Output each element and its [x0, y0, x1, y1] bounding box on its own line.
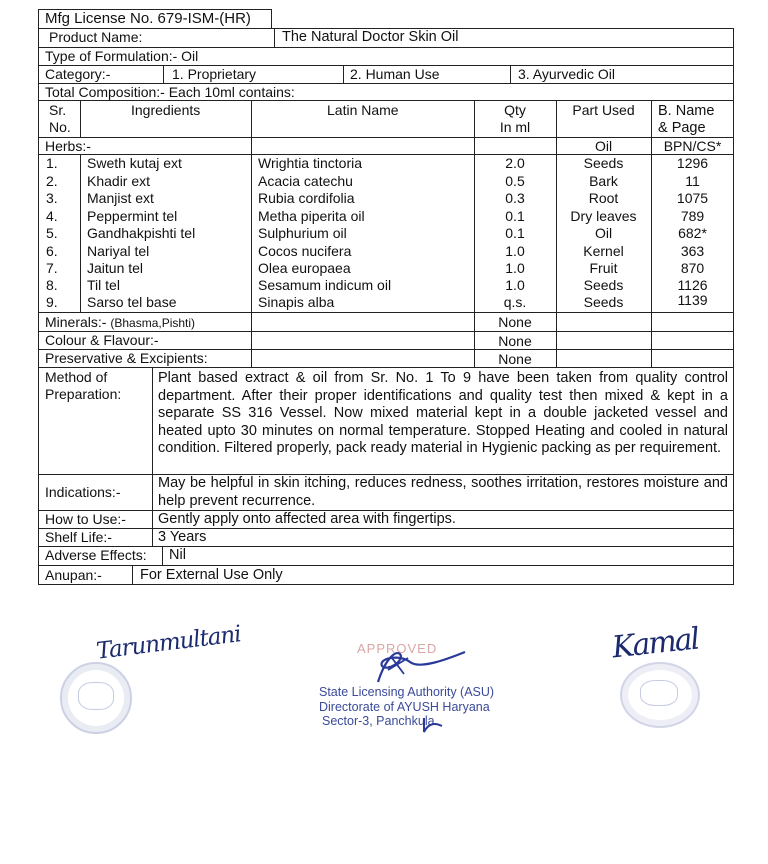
right-signature: Kamal [610, 621, 700, 666]
approval-line-2: Directorate of AYUSH Haryana [319, 700, 490, 714]
herb-qty: 0.5 [505, 173, 525, 189]
adverse-effects-text: Nil [169, 547, 186, 563]
herb-ingredient: Gandhakpishti tel [87, 225, 196, 241]
left-signature: Tarunmultani [94, 621, 243, 665]
herb-latin-name: Olea europaea [258, 260, 351, 276]
herbs-part-header: Oil [594, 138, 613, 154]
herb-part-used: Kernel [583, 243, 624, 259]
approval-line-1: State Licensing Authority (ASU) [319, 685, 495, 699]
minerals-value: None [498, 314, 532, 330]
how-to-use-text: Gently apply onto affected area with fingertips. [158, 511, 456, 527]
herb-sr: 3. [46, 190, 58, 206]
herb-qty: 0.1 [505, 208, 525, 224]
herb-qty: q.s. [503, 294, 527, 310]
col-qty-unit: In ml [499, 119, 531, 135]
preservative-value: None [498, 351, 532, 367]
herb-qty: 2.0 [505, 155, 525, 171]
herb-latin-name: Sesamum indicum oil [258, 277, 392, 293]
herb-qty: 1.0 [505, 243, 525, 259]
herb-part-used: Seeds [583, 294, 624, 310]
category-ayurvedic-oil: 3. Ayurvedic Oil [518, 66, 616, 82]
product-name-label: Product Name: [49, 29, 143, 45]
herb-ingredient: Sarso tel base [87, 294, 177, 310]
herb-part-used: Oil [594, 225, 613, 241]
col-ingredients: Ingredients [131, 102, 201, 118]
herb-qty: 1.0 [505, 277, 525, 293]
herb-sr: 9. [46, 294, 58, 310]
left-seal-inner [78, 682, 114, 710]
col-sr: Sr. [49, 102, 67, 118]
how-to-use-label: How to Use:- [45, 511, 126, 527]
herb-qty: 0.3 [505, 190, 525, 206]
herb-sr: 1. [46, 155, 58, 171]
minerals-sub: (Bhasma,Pishti) [110, 316, 196, 330]
colour-flavour-value: None [498, 333, 532, 349]
herb-page: 1075 [676, 190, 709, 206]
formulation-type: Type of Formulation:- Oil [45, 48, 199, 64]
approval-line-3: Sector-3, Panchkula [322, 714, 435, 728]
herbs-bpn-header: BPN/CS* [663, 138, 722, 154]
col-part-used: Part Used [572, 102, 635, 118]
indications-label: Indications:- [45, 484, 121, 500]
license-number: Mfg License No. 679-ISM-(HR) [45, 10, 251, 27]
minerals-label-text: Minerals:- [45, 314, 107, 330]
herb-latin-name: Metha piperita oil [258, 208, 365, 224]
shelf-life-label: Shelf Life:- [45, 529, 112, 545]
minerals-label [45, 314, 195, 332]
approval-initial-mark [418, 714, 448, 736]
herb-page: 789 [680, 208, 705, 224]
right-seal-inner [640, 680, 678, 706]
indications-text: May be helpful in skin itching, reduces redness, soothes irritation, restores moisture and help prevent recurrence. [158, 475, 728, 509]
preservative-label: Preservative & Excipients: [45, 350, 208, 366]
herb-page: 1296 [676, 155, 709, 171]
col-bname-page: & Page [658, 120, 706, 136]
col-qty: Qty [504, 102, 526, 118]
col-sr-no: No. [49, 119, 71, 135]
herb-ingredient: Manjist ext [87, 190, 154, 206]
herb-sr: 5. [46, 225, 58, 241]
herb-latin-name: Rubia cordifolia [258, 190, 355, 206]
herb-part-used: Root [588, 190, 619, 206]
adverse-effects-label: Adverse Effects: [45, 547, 147, 563]
approved-stamp-text: APPROVED [357, 641, 438, 656]
herb-latin-name: Acacia catechu [258, 173, 353, 189]
shelf-life-text: 3 Years [158, 529, 207, 545]
herb-latin-name: Cocos nucifera [258, 243, 352, 259]
herb-latin-name: Wrightia tinctoria [258, 155, 363, 171]
product-name: The Natural Doctor Skin Oil [282, 29, 459, 45]
herb-ingredient: Nariyal tel [87, 243, 150, 259]
category-proprietary: 1. Proprietary [172, 66, 257, 82]
herbs-label: Herbs:- [45, 138, 91, 154]
category-human-use: 2. Human Use [350, 66, 440, 82]
herb-part-used: Bark [589, 173, 618, 189]
herb-ingredient: Khadir ext [87, 173, 151, 189]
herb-part-used: Dry leaves [570, 208, 637, 224]
method-text: Plant based extract & oil from Sr. No. 1 To 9 have been taken from quality control department. After their proper identifications and quality test then mixed & kept in a separate SS 316 Vessel. Now mixed material kept in a double jacketed vessel and heated upto 30 minutes on normal temperature. Stopped Heating and cooled in natural condition. Filtered properly, pack ready material in Hygienic packing as per requirement. [158, 370, 728, 456]
herb-ingredient: Peppermint tel [87, 208, 178, 224]
herb-latin-name: Sinapis alba [258, 294, 335, 310]
herb-page: 11 [685, 173, 700, 189]
herb-sr: 2. [46, 173, 58, 189]
approval-signature-mark [330, 640, 480, 685]
herb-page: 1139 [677, 292, 708, 308]
herb-part-used: Fruit [589, 260, 618, 276]
total-composition: Total Composition:- Each 10ml contains: [45, 84, 295, 100]
herb-sr: 7. [46, 260, 58, 276]
herb-ingredient: Til tel [87, 277, 120, 293]
colour-flavour-label: Colour & Flavour:- [45, 332, 159, 348]
herb-page: 363 [680, 243, 705, 259]
herb-qty: 0.1 [505, 225, 525, 241]
herb-qty: 1.0 [505, 260, 525, 276]
herb-latin-name: Sulphurium oil [258, 225, 347, 241]
herb-sr: 8. [46, 277, 58, 293]
herb-ingredient: Jaitun tel [87, 260, 144, 276]
herb-page: 682* [678, 225, 707, 241]
anupan-text: For External Use Only [140, 567, 283, 583]
method-label-2: Preparation: [45, 386, 122, 402]
herb-part-used: Seeds [583, 155, 624, 171]
method-label: Method of [45, 369, 108, 385]
herb-page: 870 [680, 260, 705, 276]
herb-page: 1126 [677, 277, 708, 293]
herb-part-used: Seeds [583, 277, 624, 293]
herb-sr: 6. [46, 243, 58, 259]
category-label: Category:- [45, 66, 111, 82]
col-latin-name: Latin Name [327, 102, 399, 118]
herb-sr: 4. [46, 208, 58, 224]
anupan-label: Anupan:- [45, 567, 102, 583]
col-bname: B. Name [658, 103, 715, 119]
herb-ingredient: Sweth kutaj ext [87, 155, 182, 171]
